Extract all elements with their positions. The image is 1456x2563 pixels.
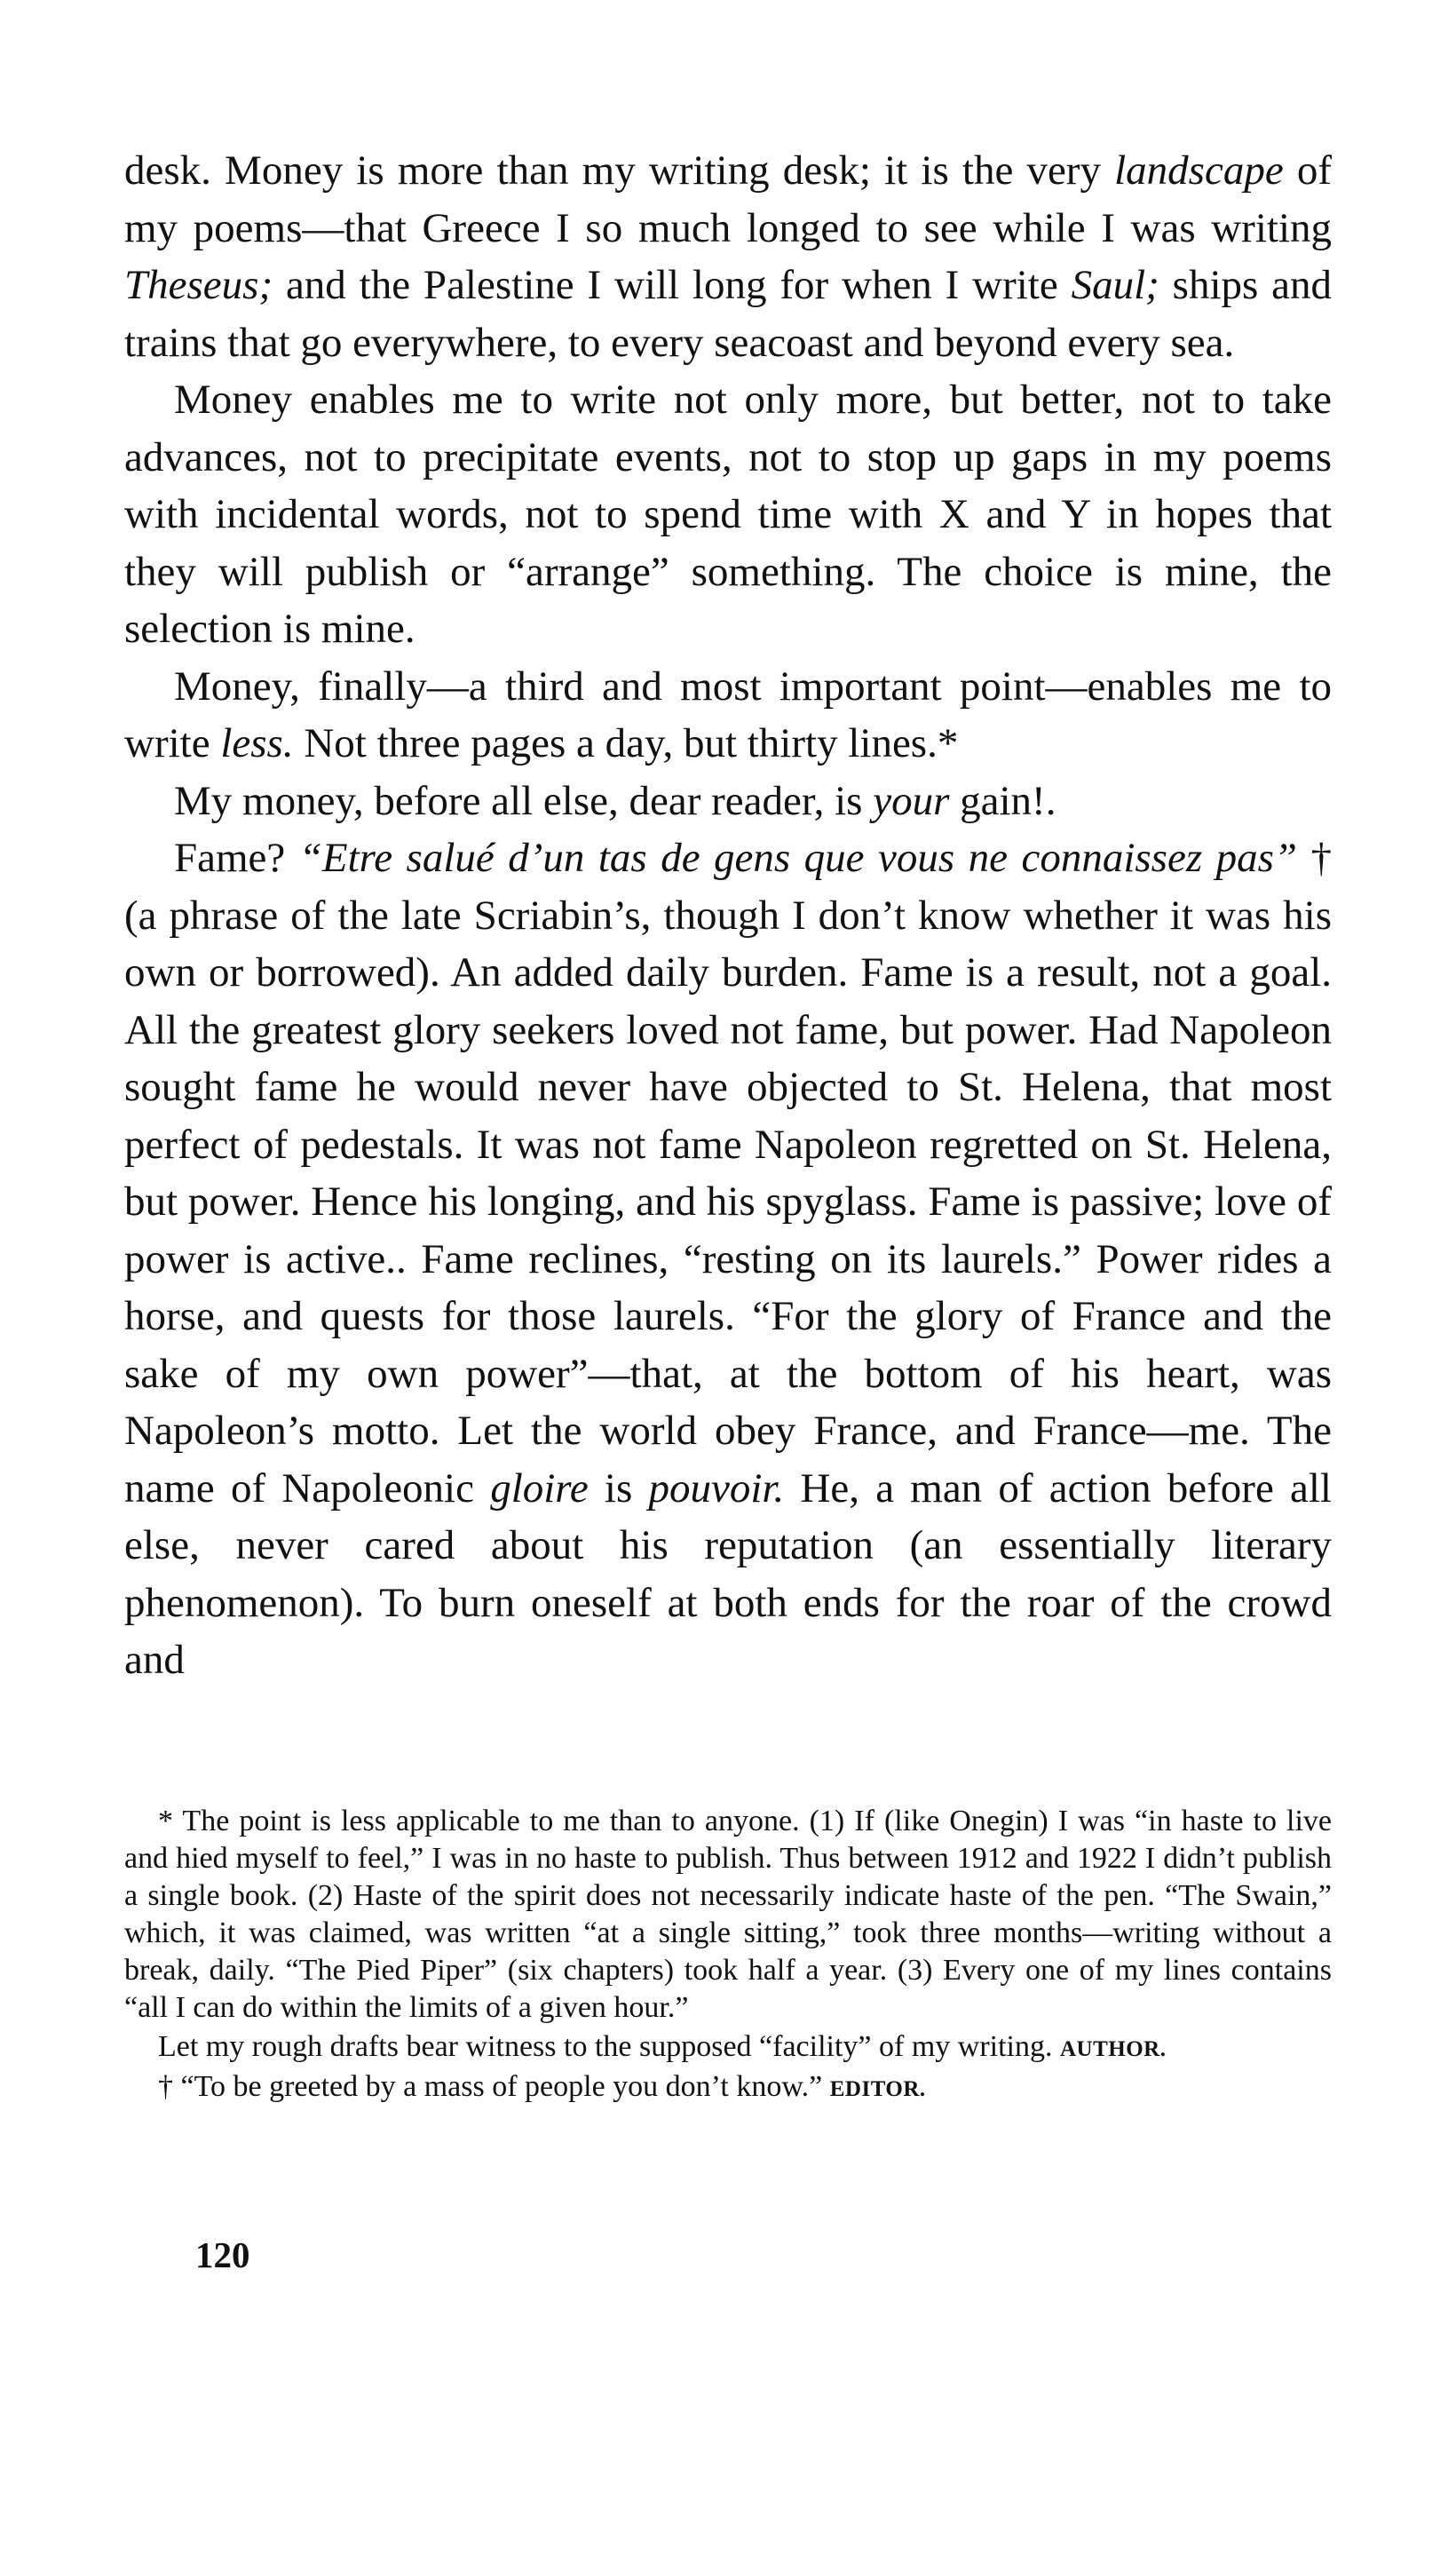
author-signature: AUTHOR.	[1059, 2037, 1167, 2061]
footnote-asterisk: * The point is less applicable to me than to anyone. (1) If (like Onegin) I was “in haste to live and hied myself to feel,” I was in no haste to publish. Thus between 1912 and 1922 I didn’t publish a single book. (2) Haste of the spirit does not necessarily indicate haste of the pen. “The Swain,” which, it was claimed, was written “at a single sitting,” took three months—writing without a break, daily. “The Pied Piper” (six chapters) took half a year. (3) Every one of my lines contains “all I can do within the limits of a given hour.”	[124, 1805, 1332, 2024]
paragraph-4: My money, before all else, dear reader, is your gain!.	[174, 777, 1056, 824]
paragraph-1: desk. Money is more than my writing desk; it is the very landscape of my poems—that Greece I so much longed to see while I was writing Theseus; and the Palestine I will long for when I write Saul; ships and trains that go everywhere, to every seacoast and beyond every sea.	[124, 147, 1333, 366]
paragraph-5: Fame? “Etre salué d’un tas de gens que vous ne connaissez pas” † (a phrase of the late Scriabin’s, though I don’t know whether it was his own or borrowed). An added daily burden. Fame is a result, not a goal. All the greatest glory seekers loved not fame, but power. Had Napoleon sought fame he would never have objected to St. Helena, that most perfect of pedestals. It was not fame Napoleon regretted on St. Helena, but power. Hence his longing, and his spyglass. Fame is passive; love of power is active.. Fame reclines, “resting on its laurels.” Power rides a horse, and quests for those laurels. “For the glory of France and the sake of my own power”—that, at the bottom of his heart, was Napoleon’s motto. Let the world obey France, and France—me. The name of Napoleonic gloire is pouvoir. He, a man of action before all else, never cared about his reputation (an essentially literary phenomenon). To burn oneself at both ends for the roar of the crowd and	[124, 835, 1333, 1683]
editor-signature: EDITOR.	[829, 2077, 926, 2101]
footnotes	[124, 1803, 1332, 2108]
paragraph-3: Money, finally—a third and most important point—enables me to write less. Not three pages a day, but thirty lines.*	[124, 663, 1332, 766]
body-text	[124, 142, 1332, 1689]
paragraph-2: Money enables me to write not only more, but better, not to take advances, not to precipitate events, not to stop up gaps in my poems with incidental words, not to spend time with X and Y in hopes that they will publish or “arrange” something. The choice is mine, the selection is mine.	[124, 377, 1332, 652]
footnote-asterisk-continuation: Let my rough drafts bear witness to the supposed “facility” of my writing. AUTHOR.	[158, 2030, 1167, 2063]
footnote-dagger: † “To be greeted by a mass of people you don’t know.” EDITOR.	[158, 2070, 926, 2103]
page-body	[124, 142, 1332, 1689]
page-number: 120	[195, 2234, 250, 2275]
